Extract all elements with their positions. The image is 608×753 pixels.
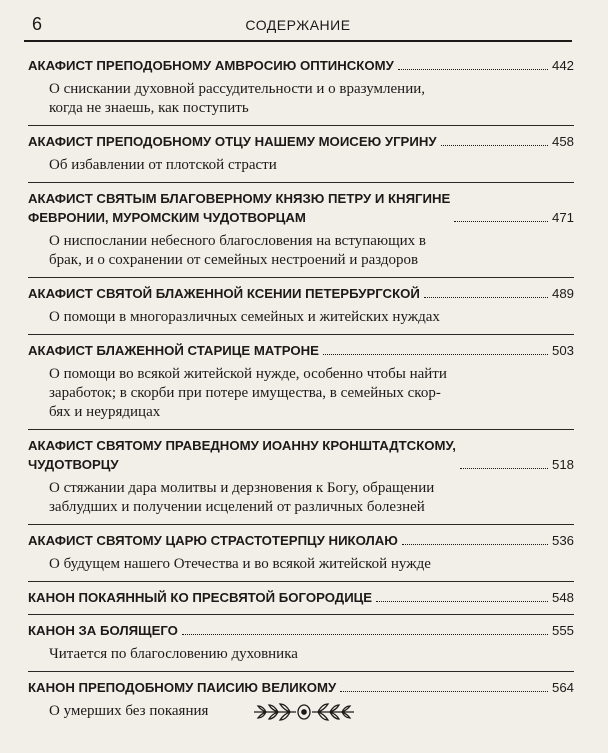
header-rule <box>24 40 572 42</box>
toc-entry-page: 518 <box>551 457 574 472</box>
toc-entry <box>28 126 574 183</box>
floral-ornament-icon <box>248 700 360 724</box>
toc-entry <box>28 335 574 430</box>
toc-entry-title: КАНОН ЗА БОЛЯЩЕГО <box>28 623 178 638</box>
table-of-contents <box>28 50 574 728</box>
toc-entry <box>28 525 574 582</box>
toc-entry-page: 489 <box>551 286 574 301</box>
toc-entry <box>28 183 574 278</box>
toc-entry-title-row <box>28 56 574 75</box>
toc-entry <box>28 582 574 615</box>
toc-entry-description: О помощи в многоразличных семейных и житейских нуждах <box>49 309 440 325</box>
toc-entry-description: О умерших без покаяния <box>49 703 209 719</box>
toc-entry-title-row <box>28 189 574 227</box>
toc-entry-description: О снискании духовной рассудительности и о вразумлении, когда не знаешь, как поступить <box>49 81 426 116</box>
toc-entry-title-row <box>28 284 574 303</box>
toc-entry-title: АКАФИСТ ПРЕПОДОБНОМУ АМВРОСИЮ ОПТИНСКОМУ <box>28 58 394 73</box>
dot-leader <box>340 691 548 692</box>
toc-entry-description: О будущем нашего Отечества и во всякой житейской нужде <box>49 556 431 572</box>
toc-entry-description: О ниспослании небесного благословения на вступающих в брак, и о сохранении от семейных нестроений и раздоров <box>49 233 426 268</box>
toc-entry-title-row <box>28 341 574 360</box>
dot-leader <box>398 69 548 70</box>
toc-entry-page: 564 <box>551 680 574 695</box>
toc-entry-title: АКАФИСТ СВЯТОМУ ПРАВЕДНОМУ ИОАННУ КРОНШТАДТСКОМУ, ЧУДОТВОРЦУ <box>28 438 456 472</box>
toc-entry-title: АКАФИСТ ПРЕПОДОБНОМУ ОТЦУ НАШЕМУ МОИСЕЮ УГРИНУ <box>28 134 437 149</box>
toc-entry-description: Читается по благословению духовника <box>49 646 298 662</box>
toc-entry <box>28 50 574 126</box>
toc-entry <box>28 615 574 672</box>
toc-entry-title-row <box>28 132 574 151</box>
toc-entry <box>28 430 574 525</box>
toc-entry-title: АКАФИСТ БЛАЖЕННОЙ СТАРИЦЕ МАТРОНЕ <box>28 343 319 358</box>
toc-entry-description: О стяжании дара молитвы и дерзновения к Богу, обращении заблудших и получении исцелений от различных болезней <box>49 480 435 515</box>
dot-leader <box>182 634 548 635</box>
toc-entry-title-row <box>28 531 574 550</box>
dot-leader <box>323 354 548 355</box>
dot-leader <box>402 544 548 545</box>
toc-entry-page: 555 <box>551 623 574 638</box>
page-number: 6 <box>32 14 43 34</box>
toc-entry <box>28 278 574 335</box>
dot-leader <box>376 601 548 602</box>
toc-entry-title: АКАФИСТ СВЯТОЙ БЛАЖЕННОЙ КСЕНИИ ПЕТЕРБУРГСКОЙ <box>28 286 420 301</box>
toc-entry-title-row <box>28 588 574 607</box>
toc-entry-title-row <box>28 621 574 640</box>
toc-entry-description: О помощи во всякой житейской нужде, особенно чтобы найти заработок; в скорби при потере имущества, в семейных скор- бях и неурядицах <box>49 366 447 420</box>
toc-entry-title: АКАФИСТ СВЯТЫМ БЛАГОВЕРНОМУ КНЯЗЮ ПЕТРУ И КНЯГИНЕ ФЕВРОНИИ, МУРОМСКИМ ЧУДОТВОРЦАМ <box>28 191 451 225</box>
toc-entry-page: 442 <box>551 58 574 73</box>
toc-entry-title: КАНОН ПОКАЯННЫЙ КО ПРЕСВЯТОЙ БОГОРОДИЦЕ <box>28 590 373 605</box>
dot-leader <box>424 297 548 298</box>
toc-entry-page: 536 <box>551 533 574 548</box>
toc-entry-title: АКАФИСТ СВЯТОМУ ЦАРЮ СТРАСТОТЕРПЦУ НИКОЛАЮ <box>28 533 398 548</box>
toc-entry-page: 471 <box>551 210 574 225</box>
page-header <box>24 14 572 40</box>
toc-entry-page: 458 <box>551 134 574 149</box>
toc-entry-title-row <box>28 436 574 474</box>
running-title: СОДЕРЖАНИЕ <box>245 17 351 33</box>
dot-leader <box>441 145 548 146</box>
toc-entry-description: Об избавлении от плотской страсти <box>49 157 277 173</box>
dot-leader <box>454 221 548 222</box>
toc-entry-page: 503 <box>551 343 574 358</box>
toc-entry-title: КАНОН ПРЕПОДОБНОМУ ПАИСИЮ ВЕЛИКОМУ <box>28 680 337 695</box>
toc-entry-title-row <box>28 678 574 697</box>
dot-leader <box>460 468 548 469</box>
toc-entry-page: 548 <box>551 590 574 605</box>
